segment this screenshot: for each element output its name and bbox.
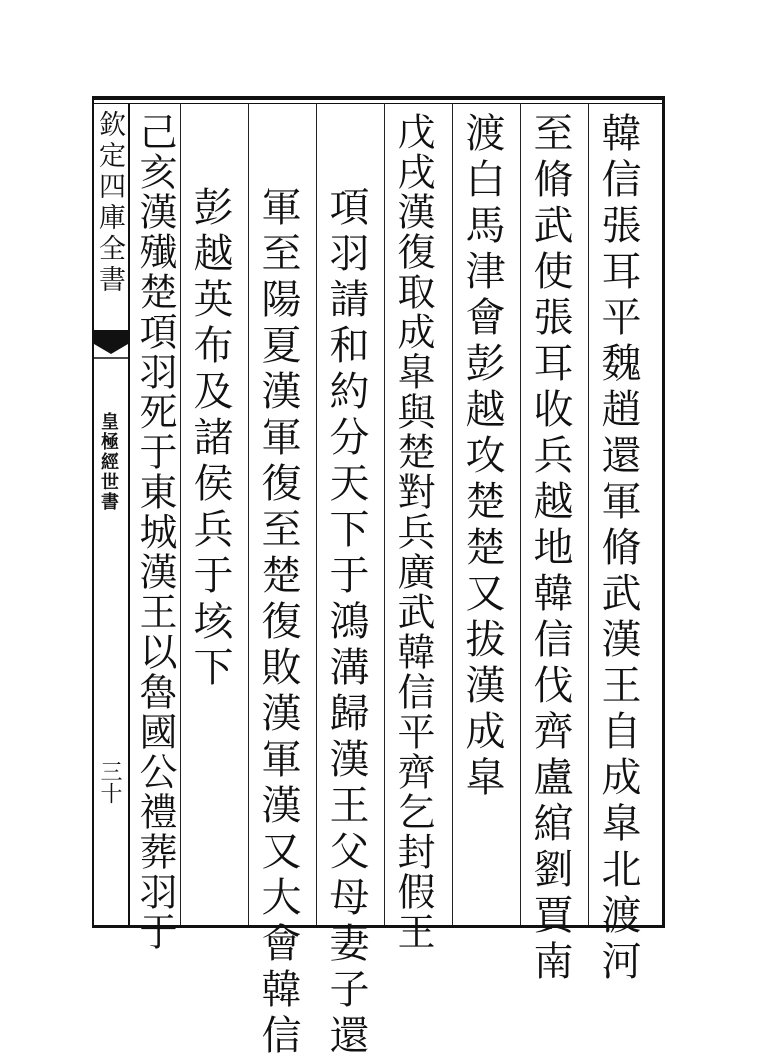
- column-rule: [180, 103, 181, 925]
- margin-divider: [128, 103, 130, 928]
- frame-top-inner-border: [92, 103, 664, 104]
- margin-book-title: 皇極經世書: [98, 412, 119, 512]
- text-column-3: 渡白馬津會彭越攻楚楚又拔漢成皐: [459, 112, 505, 802]
- text-column-2: 至脩武使張耳收兵越地韓信伐齊盧綰劉賈南: [527, 112, 573, 986]
- frame-right-border: [662, 96, 665, 928]
- frame-top-border: [92, 96, 664, 100]
- frame-bottom-border: [92, 925, 664, 928]
- column-rule: [588, 103, 589, 925]
- column-rule: [520, 103, 521, 925]
- text-column-7: 彭越英布及諸侯兵于垓下: [187, 186, 233, 692]
- column-rule: [384, 103, 385, 925]
- margin-collection-title: 欽定四庫全書: [94, 110, 125, 296]
- column-rule: [248, 103, 249, 925]
- column-rule: [452, 103, 453, 925]
- text-column-8: 己亥漢殱楚項羽死于東城漢王以魯國公禮葬羽于: [133, 112, 177, 952]
- fish-tail-mark-icon: [94, 330, 128, 360]
- margin-page-number: 三十: [97, 760, 122, 804]
- text-column-5: 項羽請和約分天下于鴻溝歸漢王父母妻子還: [323, 186, 369, 1060]
- column-rule: [316, 103, 317, 925]
- text-column-6: 軍至陽夏漢軍復至楚復敗漢軍漢又大會韓信: [255, 186, 301, 1060]
- text-column-1: 韓信張耳平魏趙還軍脩武漢王自成皐北渡河: [595, 112, 641, 986]
- text-column-4: 戊戌漢復取成皐與楚對兵廣武韓信平齊乞封假王: [391, 112, 435, 952]
